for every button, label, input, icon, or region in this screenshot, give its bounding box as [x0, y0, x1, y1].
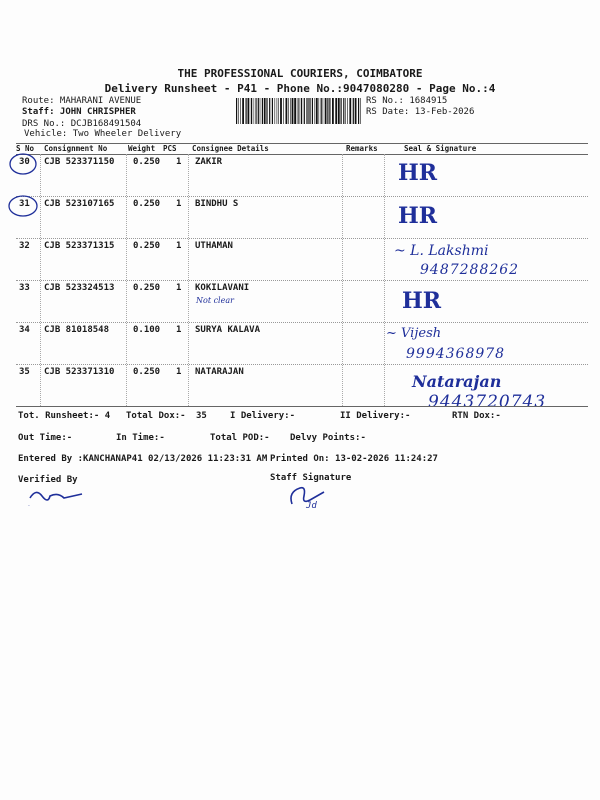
row-weight: 0.250: [133, 367, 161, 377]
row-sno: 30: [19, 157, 30, 167]
ii-delivery: II Delivery:-: [340, 411, 411, 421]
in-time: In Time:-: [116, 433, 165, 443]
row-weight: 0.250: [133, 199, 161, 209]
i-delivery: I Delivery:-: [230, 411, 296, 421]
rs-number: RS No.: 1684915: [366, 96, 448, 106]
col-header-consignee: Consignee Details: [192, 144, 269, 153]
row-sno: 32: [19, 241, 30, 251]
staff-label: Staff: JOHN CHRISPHER: [22, 107, 136, 117]
row-consignee: BINDHU S: [195, 199, 239, 209]
runsheet-title: Delivery Runsheet - P41 - Phone No.:9047080280 - Page No.:4: [104, 82, 496, 95]
row-consignee: UTHAMAN: [195, 241, 233, 251]
barcode-image: [236, 98, 362, 124]
signature-row-33: HR: [402, 288, 442, 314]
total-pod: Total POD:-: [210, 433, 270, 443]
out-time: Out Time:-: [18, 433, 73, 443]
row-pcs: 1: [176, 199, 182, 209]
row-consignee: KOKILAVANI: [195, 283, 250, 293]
row-pcs: 1: [176, 283, 182, 293]
total-dox-value: 35: [196, 411, 207, 421]
col-header-consignment: Consignment No: [44, 144, 108, 153]
row-pcs: 1: [176, 367, 182, 377]
col-header-remarks: Remarks: [346, 144, 378, 153]
row-sno: 31: [19, 199, 30, 209]
svg-text:~: ~: [28, 503, 30, 507]
col-header-weight: Weight: [128, 144, 156, 153]
signature-row-35-phone: 9443720743: [428, 392, 547, 412]
row-consignee: SURYA KALAVA: [195, 325, 261, 335]
verified-by-label: Verified By: [18, 475, 78, 485]
circle-marks: [6, 152, 40, 218]
row-sno: 35: [19, 367, 30, 377]
col-header-sno: S No: [16, 144, 35, 153]
signature-row-35-name: Natarajan: [412, 372, 502, 391]
row-consignment: CJB 523324513: [44, 283, 115, 293]
svg-text:Jd: Jd: [306, 501, 317, 510]
row-consignment: CJB 523371315: [44, 241, 115, 251]
row-weight: 0.250: [133, 157, 161, 167]
rs-date: RS Date: 13-Feb-2026: [366, 107, 475, 117]
staff-signature: [284, 482, 334, 510]
signature-row-32-phone: 9487288262: [420, 262, 520, 278]
row-sno: 33: [19, 283, 30, 293]
signature-row-30: HR: [398, 160, 438, 186]
note-row-33: Not clear: [196, 296, 234, 305]
row-pcs: 1: [176, 325, 182, 335]
staff-signature-label: Staff Signature: [270, 473, 352, 483]
signature-row-34-phone: 9994368978: [406, 346, 506, 362]
row-weight: 0.250: [133, 241, 161, 251]
tot-runsheet: Tot. Runsheet:- 4: [18, 411, 111, 421]
row-consignment: CJB 523371310: [44, 367, 115, 377]
col-header-seal: Seal & Signature: [404, 144, 477, 153]
signature-row-31: HR: [398, 203, 438, 229]
route-label: Route: MAHARANI AVENUE: [22, 96, 142, 106]
row-pcs: 1: [176, 241, 182, 251]
verified-signature: [26, 484, 86, 508]
rtn-dox: RTN Dox:-: [452, 411, 501, 421]
row-weight: 0.100: [133, 325, 161, 335]
row-consignee: ZAKIR: [195, 157, 223, 167]
row-consignee: NATARAJAN: [195, 367, 244, 377]
signature-row-34-name: ~ Vijesh: [386, 326, 442, 341]
vehicle-label: Vehicle: Two Wheeler Delivery: [24, 129, 182, 139]
signature-row-32-name: ~ L. Lakshmi: [394, 243, 489, 259]
row-weight: 0.250: [133, 283, 161, 293]
entered-by: Entered By :KANCHANAP41 02/13/2026 11:23:31 AM: [18, 454, 268, 464]
row-pcs: 1: [176, 157, 182, 167]
row-consignment: CJB 523107165: [44, 199, 115, 209]
company-title: THE PROFESSIONAL COURIERS, COIMBATORE: [177, 67, 423, 80]
total-dox-label: Total Dox:-: [126, 411, 186, 421]
row-consignment: CJB 523371150: [44, 157, 115, 167]
printed-on: Printed On: 13-02-2026 11:24:27: [270, 454, 438, 464]
drs-label: DRS No.: DCJB168491504: [22, 119, 142, 129]
row-consignment: CJB 81018548: [44, 325, 110, 335]
col-header-pcs: PCS: [163, 144, 177, 153]
row-sno: 34: [19, 325, 30, 335]
delvy-points: Delvy Points:-: [290, 433, 366, 443]
